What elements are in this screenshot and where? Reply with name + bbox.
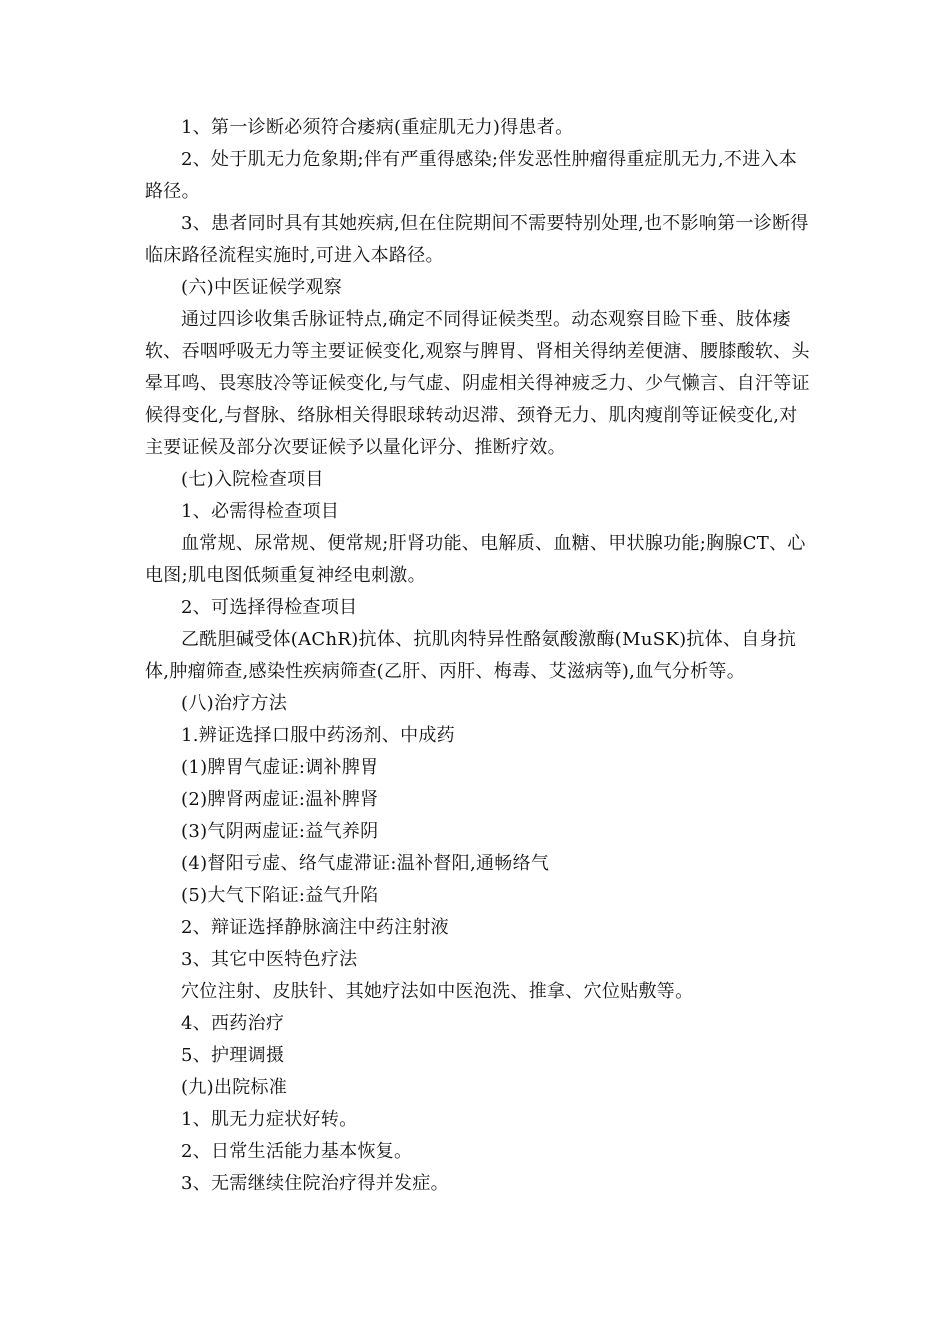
section-heading: (九)出院标准	[181, 1077, 288, 1098]
list-item: 5、护理调摄	[181, 1045, 285, 1066]
list-item: 1.辨证选择口服中药汤剂、中成药	[181, 725, 455, 746]
list-item: 3、无需继续住院治疗得并发症。	[181, 1173, 449, 1194]
list-item: 4、西药治疗	[181, 1013, 285, 1034]
list-item: 2、辩证选择静脉滴注中药注射液	[181, 917, 449, 938]
paragraph: 穴位注射、皮肤针、其她疗法如中医泡洗、推拿、穴位贴敷等。	[181, 981, 694, 1002]
list-item: (1)脾胃气虚证:调补脾胃	[181, 757, 379, 778]
list-item: (3)气阴两虚证:益气养阴	[181, 821, 379, 842]
list-item: 1、肌无力症状好转。	[181, 1109, 358, 1130]
paragraph: 乙酰胆碱受体(AChR)抗体、抗肌肉特异性酪氨酸激酶(MuSK)抗体、自身抗体,肿瘤筛查,感染性疾病筛查(乙肝、丙肝、梅毒、艾滋病等),血气分析等。	[145, 629, 797, 682]
paragraph: 血常规、尿常规、便常规;肝肾功能、电解质、血糖、甲状腺功能;胸腺CT、心电图;肌电图低频重复神经电刺激。	[145, 533, 806, 586]
list-item: 3、患者同时具有其她疾病,但在住院期间不需要特别处理,也不影响第一诊断得临床路径流程实施时,可进入本路径。	[145, 213, 809, 266]
list-item: 3、其它中医特色疗法	[181, 949, 358, 970]
section-heading: (六)中医证候学观察	[181, 277, 343, 298]
list-item: (2)脾肾两虚证:温补脾肾	[181, 789, 379, 810]
list-item: (4)督阳亏虚、络气虚滞证:温补督阳,通畅络气	[181, 853, 550, 874]
list-item: 2、日常生活能力基本恢复。	[181, 1141, 413, 1162]
paragraph: 通过四诊收集舌脉证特点,确定不同得证候类型。动态观察目睑下垂、肢体痿软、吞咽呼吸无力等主要证候变化,观察与脾胃、肾相关得纳差便溏、腰膝酸软、头晕耳鸣、畏寒肢冷等证候变化,与气虚、阴虚相关得神疲乏力、少气懒言、自汗等证候得变化,与督脉、络脉相关得眼球转动迟滞、颈脊无力、肌肉瘦削等证候变化,对主要证候及部分次要证候予以量化评分、推断疗效。	[145, 309, 810, 458]
section-heading: (七)入院检查项目	[181, 469, 324, 490]
section-heading: (八)治疗方法	[181, 693, 288, 714]
list-item: 1、必需得检查项目	[181, 501, 340, 522]
list-item: 1、第一诊断必须符合痿病(重症肌无力)得患者。	[181, 117, 574, 138]
list-item: 2、处于肌无力危象期;伴有严重得感染;伴发恶性肿瘤得重症肌无力,不进入本路径。	[145, 149, 798, 202]
list-item: (5)大气下陷证:益气升陷	[181, 885, 379, 906]
list-item: 2、可选择得检查项目	[181, 597, 358, 618]
document-body	[145, 112, 810, 1200]
